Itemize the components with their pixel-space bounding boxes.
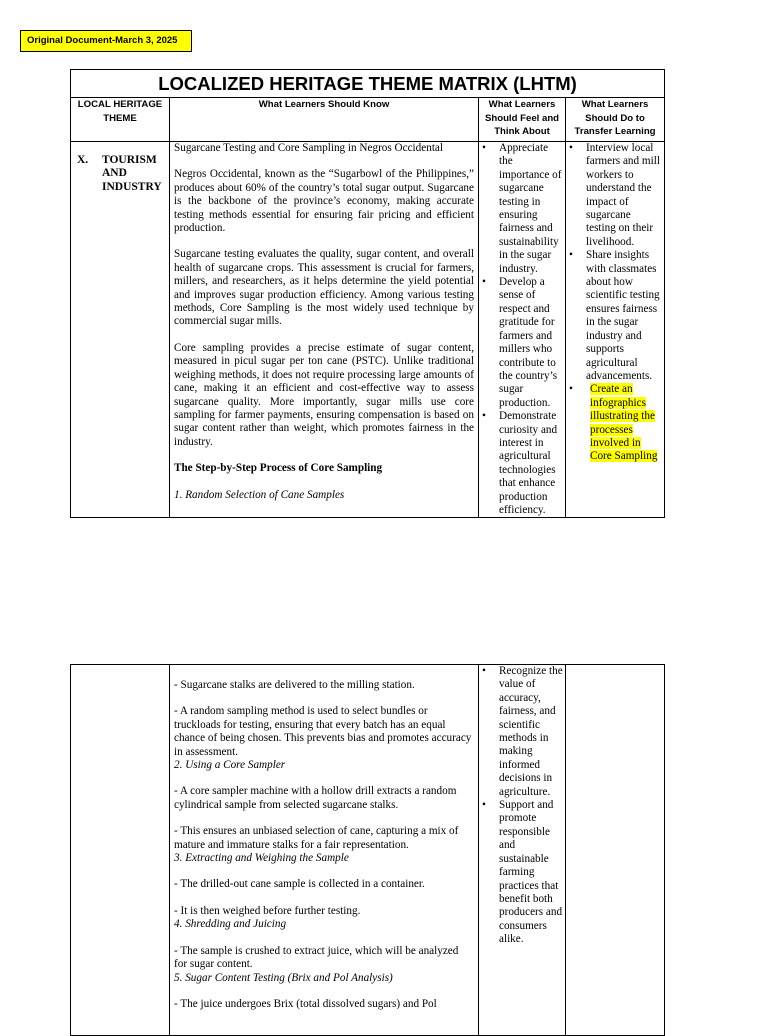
step-2-detail-b: - This ensures an unbiased selection of cane, capturing a mix of mature and immature stalks for a fair representation. [174, 825, 459, 851]
feel-item: • Appreciate the importance of sugarcane testing in ensuring fairness and sustainability in the sugar industry. [479, 142, 563, 276]
theme-number: X. [77, 154, 89, 166]
step-2-detail-a: - A core sampler machine with a hollow drill extracts a random cylindrical sample from selected sugarcane stalks. [174, 785, 457, 811]
step-5-title: 5. Sugar Content Testing (Brix and Pol Analysis) [174, 971, 393, 984]
lhtm-table-page2 [70, 664, 665, 1036]
step-1-detail-a: - Sugarcane stalks are delivered to the milling station. [174, 679, 415, 691]
do-item-highlighted [566, 383, 662, 463]
table-title: LOCALIZED HERITAGE THEME MATRIX (LHTM) [71, 70, 665, 98]
step-5-detail-a: - The juice undergoes Brix (total dissolved sugars) and Pol [174, 997, 437, 1010]
lhtm-table-page1 [70, 69, 665, 518]
header-what-learners-should-do: What Learners Should Do to Transfer Learning [566, 98, 665, 142]
theme-name: TOURISM AND INDUSTRY [102, 154, 162, 193]
theme-cell-continued [71, 665, 170, 1036]
step-1-detail-b: - A random sampling method is used to select bundles or truckloads for testing, ensuring that every batch has an equal chance of being chosen. This prevents bias and promotes accuracy in assessment. [174, 705, 472, 758]
step-4-detail-a: - The sample is crushed to extract juice, which will be analyzed for sugar content. [174, 944, 459, 971]
feel-item: • Support and promote responsible and sustainable farming practices that benefit both producers and consumers alike. [479, 799, 563, 946]
header-local-heritage-theme: LOCAL HERITAGE THEME [71, 98, 170, 142]
know-cell [170, 142, 479, 518]
feel-cell [479, 142, 566, 518]
do-item: • Share insights with classmates about how scientific testing ensures fairness in the sugar industry and supports agricultural advancements. [566, 249, 662, 383]
feel-item: • Demonstrate curiosity and interest in agricultural technologies that enhance production efficiency. [479, 410, 563, 517]
theme-cell [71, 142, 170, 518]
step-1-title: 1. Random Selection of Cane Samples [174, 488, 345, 501]
step-3-detail-a: - The drilled-out cane sample is collected in a container. [174, 878, 425, 891]
feel-item: • Develop a sense of respect and gratitude for farmers and millers who contribute to the country’s sugar production. [479, 276, 563, 410]
document-date-tag: Original Document-March 3, 2025 [20, 30, 192, 52]
feel-item: • Recognize the value of accuracy, fairness, and scientific methods in making informed decisions in agriculture. [479, 665, 563, 799]
feel-cell-continued [479, 665, 566, 1036]
know-paragraph-1: Negros Occidental, known as the “Sugarbowl of the Philippines,” produces about 60% of the country’s total sugar output. Sugarcane is the backbone of the province’s economy, making accurate testing methods essential for ensuring fair pricing and efficient production. [174, 168, 474, 235]
step-3-title: 3. Extracting and Weighing the Sample [174, 852, 349, 865]
know-heading: Sugarcane Testing and Core Sampling in Negros Occidental [174, 142, 443, 154]
do-cell [566, 142, 665, 518]
do-cell-continued [566, 665, 665, 1036]
header-what-learners-should-know: What Learners Should Know [170, 98, 479, 142]
know-cell-continued [170, 665, 479, 1036]
step-2-title: 2. Using a Core Sampler [174, 759, 286, 772]
do-item: • Interview local farmers and mill workers to understand the impact of sugarcane testing on their livelihood. [566, 142, 662, 249]
know-paragraph-2: Sugarcane testing evaluates the quality, sugar content, and overall health of sugarcane crops. This assessment is crucial for farmers, millers, and researchers, as it helps determine the yield potential and improves sugar production efficiency. Among various testing methods, Core Sampling is the most widely used technique by commercial sugar mills. [174, 248, 474, 328]
know-paragraph-3: Core sampling provides a precise estimate of sugar content, measured in picul sugar per ton cane (PSTC). Unlike traditional weighing methods, it does not require processing large amounts of cane, making it an efficient and cost-effective way to assess sugarcane quality. More importantly, sugar mills use core sampling for farmer payments, ensuring compensation is based on sugar content rather than weight, which promotes fairness in the industry. [174, 341, 474, 448]
header-what-learners-should-feel: What Learners Should Feel and Think About [479, 98, 566, 142]
process-title: The Step-by-Step Process of Core Sampling [174, 462, 383, 475]
step-4-title: 4. Shredding and Juicing [174, 918, 287, 931]
highlighted-task: Create an infographics illustrating the processes involved in Core Sampling [590, 383, 658, 463]
step-3-detail-b: - It is then weighed before further testing. [174, 904, 361, 917]
